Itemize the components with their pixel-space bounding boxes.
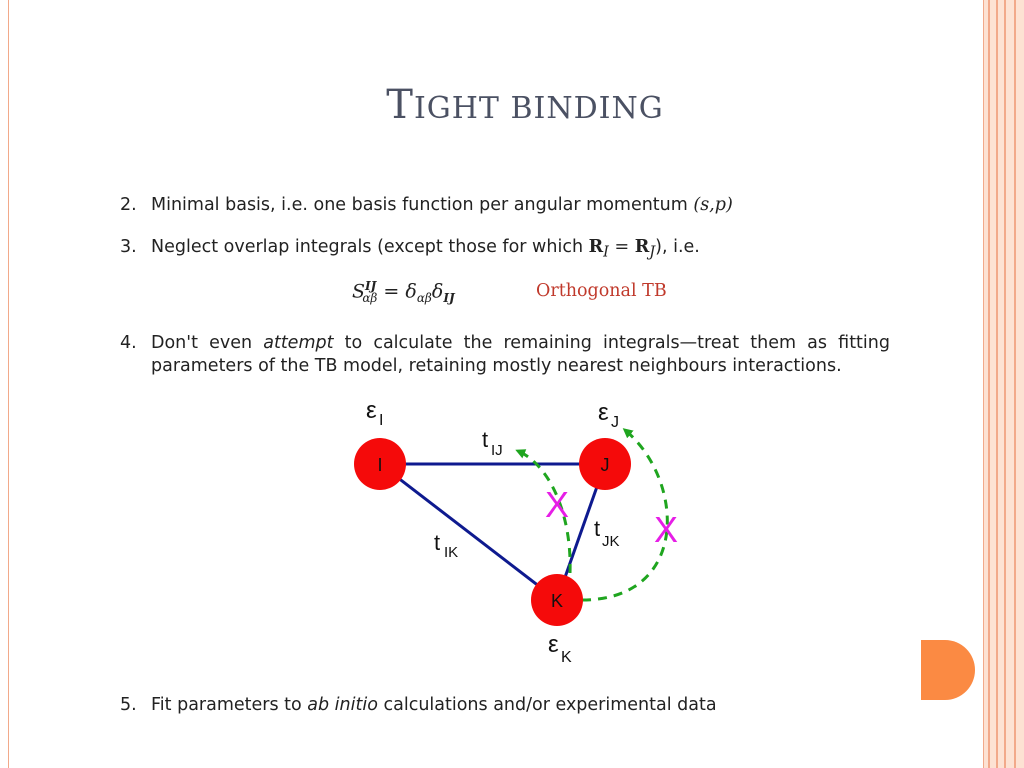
list-item: 2. Minimal basis, i.e. one basis function per angular momentum (s,p): [120, 195, 733, 215]
list-item: 5. Fit parameters to ab initio calculations and/or experimental data: [120, 695, 717, 715]
hopping-jk-subscript: JK: [602, 533, 620, 550]
overlap-equation: $S^{IJ}_{\alpha\beta} = \delta_{\alpha\beta}\delta_{IJ}$: [352, 279, 455, 306]
energy-j-subscript: J: [611, 414, 619, 431]
list-item: 4. Don't even attempt to calculate the remaining integrals—treat them as fitting parameters of the TB model, retaining mostly nearest neighbours interactions.: [120, 333, 890, 376]
forbidden-cross-mark: X: [654, 509, 679, 550]
hopping-ij-subscript: IJ: [491, 442, 503, 459]
hopping-jk-symbol: t: [594, 516, 601, 541]
slide-title: TIGHT BINDING: [386, 82, 664, 128]
node-j-label: J: [600, 455, 610, 475]
energy-k-subscript: K: [561, 649, 572, 666]
hopping-ik-subscript: IK: [444, 544, 459, 561]
equation-note: Orthogonal TB: [536, 281, 667, 301]
edge-ik: [380, 464, 557, 600]
hopping-ij-symbol: t: [482, 427, 489, 452]
forbidden-cross-mark: X: [545, 484, 570, 525]
energy-k-symbol: ε: [548, 631, 559, 658]
node-i-label: I: [377, 455, 383, 475]
tight-binding-diagram: [340, 395, 700, 675]
node-k-label: K: [550, 591, 564, 611]
list-item: 3. Neglect overlap integrals (except those for which $R_I = R_J$), i.e.: [120, 237, 700, 261]
energy-j-symbol: ε: [598, 399, 609, 426]
hopping-ik-symbol: t: [434, 530, 441, 555]
energy-i-symbol: ε: [366, 397, 377, 424]
energy-i-subscript: I: [379, 412, 384, 429]
